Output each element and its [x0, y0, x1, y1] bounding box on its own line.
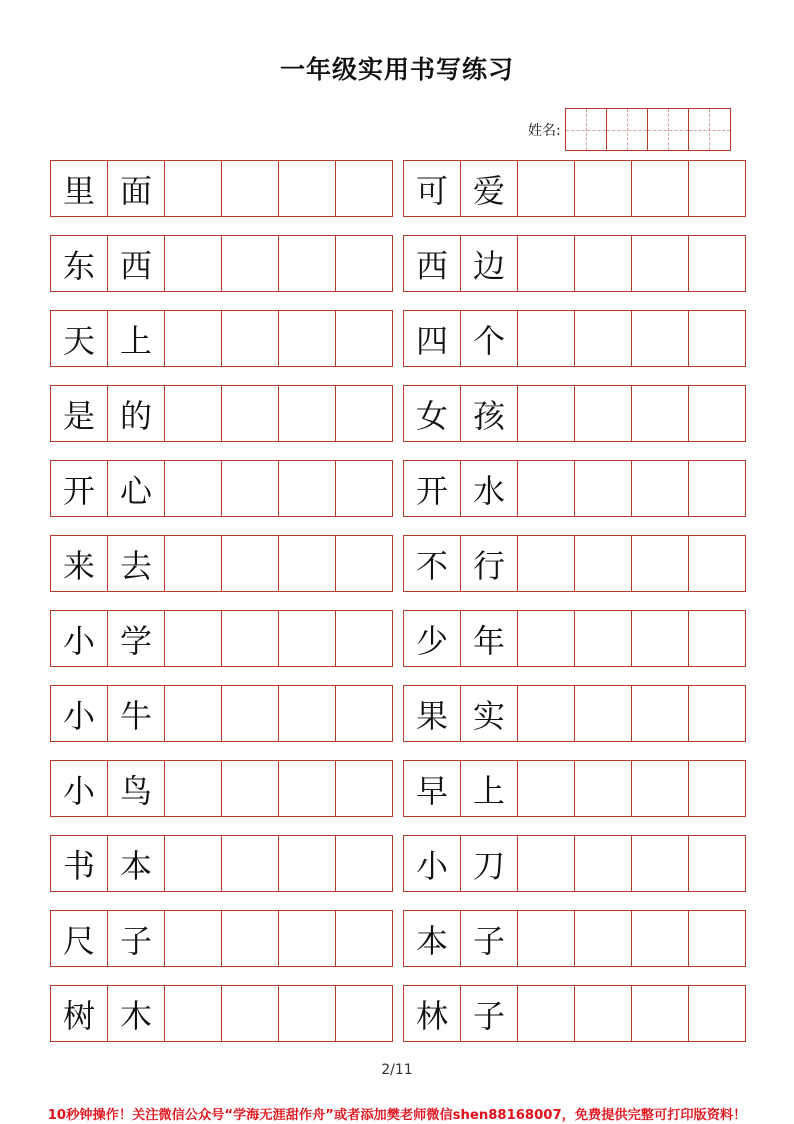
word-group-right	[403, 385, 746, 442]
practice-row	[50, 385, 746, 442]
writing-cell[interactable]	[518, 986, 575, 1041]
word-group-left	[50, 610, 393, 667]
character-cell: 子	[461, 911, 518, 966]
writing-cell[interactable]	[336, 611, 392, 666]
writing-cell[interactable]	[222, 836, 279, 891]
practice-row	[50, 535, 746, 592]
writing-cell[interactable]	[689, 611, 745, 666]
practice-row	[50, 985, 746, 1042]
character-cell: 边	[461, 236, 518, 291]
word-group-right	[403, 685, 746, 742]
character-cell: 小	[51, 611, 108, 666]
word-group-left	[50, 235, 393, 292]
character-cell: 西	[404, 236, 461, 291]
name-box[interactable]	[607, 109, 648, 150]
character-cell: 树	[51, 986, 108, 1041]
writing-cell[interactable]	[632, 686, 689, 741]
writing-cell[interactable]	[279, 461, 336, 516]
writing-cell[interactable]	[575, 911, 632, 966]
writing-cell[interactable]	[222, 986, 279, 1041]
writing-cell[interactable]	[575, 236, 632, 291]
writing-cell[interactable]	[222, 311, 279, 366]
practice-row	[50, 160, 746, 217]
character-cell: 面	[108, 161, 165, 216]
writing-cell[interactable]	[632, 611, 689, 666]
writing-cell[interactable]	[279, 611, 336, 666]
writing-cell[interactable]	[632, 761, 689, 816]
writing-cell[interactable]	[279, 386, 336, 441]
writing-cell[interactable]	[575, 836, 632, 891]
writing-cell[interactable]	[222, 611, 279, 666]
word-group-right	[403, 610, 746, 667]
character-cell: 去	[108, 536, 165, 591]
writing-cell[interactable]	[222, 236, 279, 291]
writing-cell[interactable]	[518, 386, 575, 441]
writing-cell[interactable]	[222, 161, 279, 216]
writing-cell[interactable]	[575, 311, 632, 366]
character-cell: 来	[51, 536, 108, 591]
character-cell: 上	[461, 761, 518, 816]
writing-cell[interactable]	[279, 236, 336, 291]
word-group-right	[403, 460, 746, 517]
practice-row	[50, 760, 746, 817]
writing-cell[interactable]	[222, 386, 279, 441]
character-cell: 个	[461, 311, 518, 366]
writing-cell[interactable]	[165, 536, 222, 591]
practice-row	[50, 310, 746, 367]
writing-cell[interactable]	[222, 686, 279, 741]
writing-cell[interactable]	[689, 461, 745, 516]
writing-cell[interactable]	[632, 986, 689, 1041]
writing-cell[interactable]	[165, 761, 222, 816]
writing-cell[interactable]	[336, 761, 392, 816]
character-cell: 水	[461, 461, 518, 516]
word-group-right	[403, 760, 746, 817]
writing-cell[interactable]	[689, 761, 745, 816]
writing-cell[interactable]	[165, 161, 222, 216]
writing-cell[interactable]	[165, 836, 222, 891]
word-group-right	[403, 310, 746, 367]
writing-cell[interactable]	[222, 461, 279, 516]
character-cell: 木	[108, 986, 165, 1041]
word-group-left	[50, 385, 393, 442]
writing-cell[interactable]	[336, 686, 392, 741]
writing-cell[interactable]	[518, 461, 575, 516]
character-cell: 子	[108, 911, 165, 966]
practice-row	[50, 610, 746, 667]
character-cell: 爱	[461, 161, 518, 216]
writing-cell[interactable]	[336, 386, 392, 441]
practice-row	[50, 235, 746, 292]
word-group-left	[50, 910, 393, 967]
writing-cell[interactable]	[689, 911, 745, 966]
writing-cell[interactable]	[336, 986, 392, 1041]
word-group-right	[403, 835, 746, 892]
writing-cell[interactable]	[518, 161, 575, 216]
writing-cell[interactable]	[222, 536, 279, 591]
character-cell: 天	[51, 311, 108, 366]
word-group-right	[403, 160, 746, 217]
character-cell: 少	[404, 611, 461, 666]
character-cell: 的	[108, 386, 165, 441]
character-cell: 小	[51, 686, 108, 741]
name-box[interactable]	[689, 109, 730, 150]
writing-cell[interactable]	[518, 611, 575, 666]
word-group-right	[403, 535, 746, 592]
writing-cell[interactable]	[575, 536, 632, 591]
writing-cell[interactable]	[632, 536, 689, 591]
character-cell: 书	[51, 836, 108, 891]
character-cell: 尺	[51, 911, 108, 966]
writing-cell[interactable]	[518, 236, 575, 291]
character-cell: 牛	[108, 686, 165, 741]
writing-cell[interactable]	[632, 161, 689, 216]
writing-cell[interactable]	[575, 761, 632, 816]
writing-cell[interactable]	[279, 161, 336, 216]
writing-cell[interactable]	[336, 236, 392, 291]
writing-cell[interactable]	[165, 686, 222, 741]
writing-cell[interactable]	[336, 161, 392, 216]
word-group-left	[50, 160, 393, 217]
writing-cell[interactable]	[632, 386, 689, 441]
character-cell: 是	[51, 386, 108, 441]
writing-cell[interactable]	[518, 911, 575, 966]
writing-cell[interactable]	[632, 911, 689, 966]
writing-cell[interactable]	[575, 611, 632, 666]
word-group-left	[50, 835, 393, 892]
writing-cell[interactable]	[575, 161, 632, 216]
practice-row	[50, 835, 746, 892]
writing-cell[interactable]	[689, 386, 745, 441]
character-cell: 早	[404, 761, 461, 816]
character-cell: 可	[404, 161, 461, 216]
character-cell: 小	[51, 761, 108, 816]
character-cell: 刀	[461, 836, 518, 891]
writing-cell[interactable]	[632, 236, 689, 291]
word-group-right	[403, 235, 746, 292]
character-cell: 小	[404, 836, 461, 891]
writing-cell[interactable]	[575, 686, 632, 741]
writing-cell[interactable]	[575, 386, 632, 441]
writing-cell[interactable]	[279, 986, 336, 1041]
writing-cell[interactable]	[689, 986, 745, 1041]
word-group-right	[403, 910, 746, 967]
character-cell: 东	[51, 236, 108, 291]
character-cell: 子	[461, 986, 518, 1041]
name-label: 姓名:	[528, 122, 561, 139]
writing-cell[interactable]	[689, 836, 745, 891]
writing-cell[interactable]	[165, 386, 222, 441]
writing-cell[interactable]	[336, 836, 392, 891]
character-cell: 孩	[461, 386, 518, 441]
writing-cell[interactable]	[518, 311, 575, 366]
writing-cell[interactable]	[279, 761, 336, 816]
footer-notice: 10秒钟操作！关注微信公众号“学海无涯甜作舟”或者添加樊老师微信shen88168007，免费提供完整可打印版资料！	[47, 1108, 747, 1123]
practice-row	[50, 685, 746, 742]
writing-cell[interactable]	[518, 686, 575, 741]
writing-cell[interactable]	[165, 911, 222, 966]
writing-cell[interactable]	[279, 536, 336, 591]
writing-cell[interactable]	[279, 311, 336, 366]
word-group-left	[50, 685, 393, 742]
character-cell: 鸟	[108, 761, 165, 816]
practice-row	[50, 910, 746, 967]
page-number: 2/11	[381, 1062, 413, 1078]
writing-cell[interactable]	[336, 536, 392, 591]
writing-cell[interactable]	[165, 611, 222, 666]
writing-cell[interactable]	[632, 461, 689, 516]
character-cell: 本	[404, 911, 461, 966]
practice-row	[50, 460, 746, 517]
character-cell: 女	[404, 386, 461, 441]
character-cell: 里	[51, 161, 108, 216]
writing-cell[interactable]	[689, 536, 745, 591]
character-cell: 西	[108, 236, 165, 291]
writing-cell[interactable]	[336, 461, 392, 516]
writing-cell[interactable]	[632, 836, 689, 891]
word-group-left	[50, 535, 393, 592]
word-group-left	[50, 460, 393, 517]
writing-cell[interactable]	[518, 836, 575, 891]
writing-cell[interactable]	[575, 461, 632, 516]
writing-cell[interactable]	[336, 311, 392, 366]
writing-cell[interactable]	[165, 236, 222, 291]
character-cell: 本	[108, 836, 165, 891]
character-cell: 年	[461, 611, 518, 666]
writing-cell[interactable]	[165, 461, 222, 516]
name-boxes	[565, 108, 731, 151]
character-cell: 行	[461, 536, 518, 591]
writing-cell[interactable]	[632, 311, 689, 366]
writing-cell[interactable]	[336, 911, 392, 966]
page-title: 一年级实用书写练习	[279, 55, 514, 84]
name-box[interactable]	[566, 109, 607, 150]
writing-cell[interactable]	[165, 986, 222, 1041]
character-cell: 实	[461, 686, 518, 741]
writing-cell[interactable]	[518, 761, 575, 816]
writing-cell[interactable]	[279, 911, 336, 966]
name-box[interactable]	[648, 109, 689, 150]
writing-cell[interactable]	[279, 686, 336, 741]
writing-cell[interactable]	[165, 311, 222, 366]
practice-grid	[50, 160, 746, 1060]
word-group-left	[50, 985, 393, 1042]
writing-cell[interactable]	[575, 986, 632, 1041]
writing-cell[interactable]	[689, 236, 745, 291]
character-cell: 四	[404, 311, 461, 366]
character-cell: 上	[108, 311, 165, 366]
character-cell: 学	[108, 611, 165, 666]
character-cell: 开	[51, 461, 108, 516]
writing-cell[interactable]	[222, 761, 279, 816]
character-cell: 林	[404, 986, 461, 1041]
writing-cell[interactable]	[689, 161, 745, 216]
writing-cell[interactable]	[279, 836, 336, 891]
word-group-left	[50, 760, 393, 817]
character-cell: 不	[404, 536, 461, 591]
character-cell: 果	[404, 686, 461, 741]
writing-cell[interactable]	[518, 536, 575, 591]
name-field	[528, 109, 731, 150]
writing-cell[interactable]	[222, 911, 279, 966]
writing-cell[interactable]	[689, 311, 745, 366]
writing-cell[interactable]	[689, 686, 745, 741]
character-cell: 心	[108, 461, 165, 516]
word-group-left	[50, 310, 393, 367]
word-group-right	[403, 985, 746, 1042]
character-cell: 开	[404, 461, 461, 516]
